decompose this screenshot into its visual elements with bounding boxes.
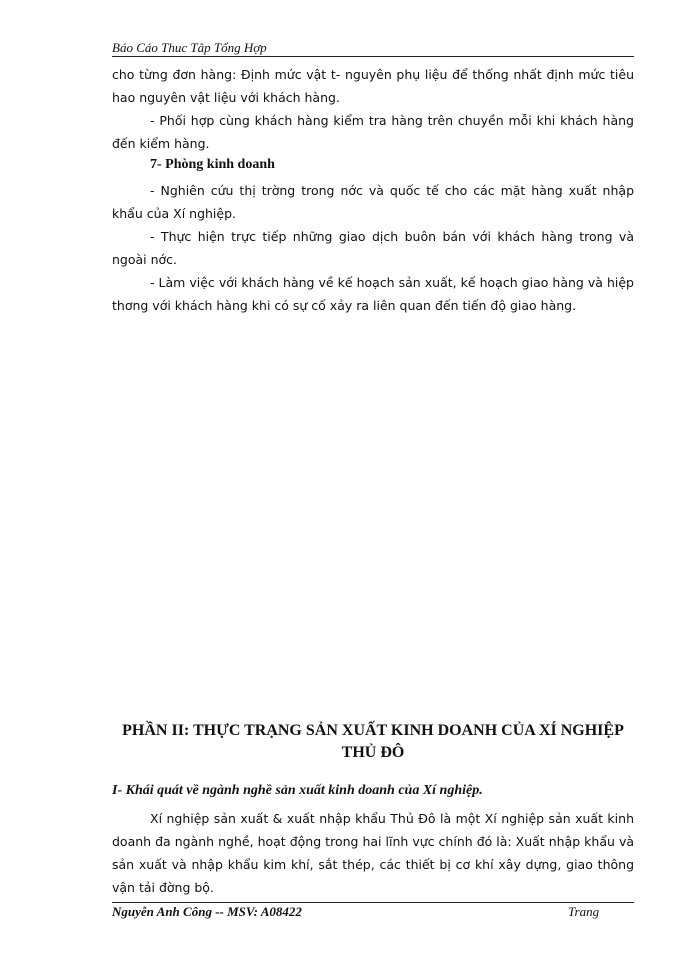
paragraph-norms: cho từng đơn hàng: Định mức vật t- nguyên phụ liệu để thống nhất định mức tiêu hao nguyên vật liệu với khách hàng. xyxy=(112,67,634,105)
paragraph-direct-trade-text: - Thực hiện trực tiếp những giao dịch buôn bán với khách hàng trong và ngoài nớc. xyxy=(112,229,634,267)
section-title-overview: I- Khái quát về ngành nghề sản xuất kinh doanh của Xí nghiệp. xyxy=(112,783,483,798)
paragraph-inspection xyxy=(112,109,634,155)
paragraph-customer-work xyxy=(112,271,634,317)
header-divider xyxy=(112,56,634,57)
paragraph-inspection-text: - Phối hợp cùng khách hàng kiểm tra hàng trên chuyền mỗi khi khách hàng đến kiểm hàng. xyxy=(112,113,634,151)
paragraph-company-overview-text: Xí nghiệp sản xuất & xuất nhập khẩu Thủ Đô là một Xí nghiệp sản xuất kinh doanh đa ngành nghề, hoạt động trong hai lĩnh vực chính đó là: Xuất nhập khẩu và sản xuất và nhập khẩu kim khí, sắt thép, các thiết bị cơ khí xây dựng, giao thông vận tải đờng bộ. xyxy=(112,811,634,895)
footer-author: Nguyễn Anh Công -- MSV: A08422 xyxy=(112,904,302,919)
paragraph-direct-trade xyxy=(112,225,634,271)
paragraph-company-overview xyxy=(112,807,634,899)
paragraph-market-research xyxy=(112,179,634,225)
footer-divider xyxy=(112,902,634,903)
page-header-title: Báo Cáo Thuc Tâp Tổng Hợp xyxy=(112,40,267,55)
footer-page-label: Trang xyxy=(568,904,600,919)
paragraph-market-research-text: - Nghiên cứu thị trờng trong nớc và quốc tế cho các mặt hàng xuất nhập khẩu của Xí nghiệp. xyxy=(112,183,634,221)
part-title-line2: THỦ ĐÔ xyxy=(341,744,405,761)
section-heading-business-dept: 7- Phòng kinh doanh xyxy=(150,157,275,172)
paragraph-customer-work-text: - Làm việc với khách hàng về kế hoạch sản xuất, kế hoạch giao hàng và hiệp thơng với khách hàng khi có sự cố xảy ra liên quan đến tiến độ giao hàng. xyxy=(112,275,634,313)
part-title-line1: PHẦN II: THỰC TRẠNG SẢN XUẤT KINH DOANH CỦA XÍ NGHIỆP xyxy=(122,722,624,739)
